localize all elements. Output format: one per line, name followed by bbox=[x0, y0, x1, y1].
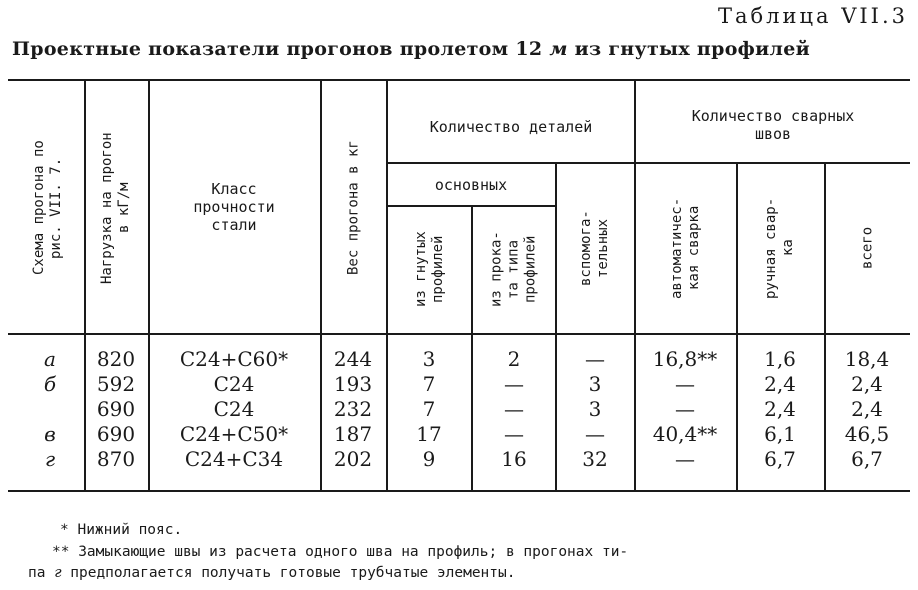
cell-load: 820 bbox=[96, 347, 136, 371]
page-title bbox=[12, 38, 810, 60]
footnote-2-pre: па bbox=[28, 565, 55, 581]
cell-load: 690 bbox=[96, 397, 136, 421]
cell-manual: 6,7 bbox=[764, 447, 796, 471]
footnote-2-italic: г bbox=[54, 565, 62, 581]
header-rolled: из прока- та типа профилей bbox=[488, 231, 539, 307]
cell-weight: 193 bbox=[333, 372, 373, 396]
cell-auto: 40,4** bbox=[652, 422, 718, 446]
header-total: всего bbox=[859, 226, 876, 270]
cell-rolled: — bbox=[504, 372, 524, 396]
header-welds-count: Количество сварных швов bbox=[691, 107, 855, 143]
cell-rolled: — bbox=[504, 422, 524, 446]
header-scheme: Схема прогона по рис. VII. 7. bbox=[31, 140, 64, 276]
cell-rolled: — bbox=[504, 397, 524, 421]
cell-manual: 2,4 bbox=[764, 372, 796, 396]
cell-total: 2,4 bbox=[851, 397, 883, 421]
cell-auto: — bbox=[675, 372, 695, 396]
cell-aux: — bbox=[585, 347, 605, 371]
header-manual-welding: ручная свар- ка bbox=[763, 197, 796, 299]
cell-manual: 1,6 bbox=[764, 347, 796, 371]
cell-weight: 244 bbox=[333, 347, 373, 371]
table-header-rule bbox=[8, 333, 910, 335]
footnote-2-cont bbox=[28, 565, 515, 581]
header-load: Нагрузка на прогон в кГ/м bbox=[99, 132, 132, 284]
cell-auto: 16,8** bbox=[652, 347, 718, 371]
cell-steel: С24+С50* bbox=[179, 422, 289, 446]
cell-load: 592 bbox=[96, 372, 136, 396]
cell-bent: 17 bbox=[416, 422, 442, 446]
cell-bent: 9 bbox=[422, 447, 436, 471]
cell-weight: 232 bbox=[333, 397, 373, 421]
cell-scheme: а bbox=[44, 347, 56, 371]
cell-manual: 2,4 bbox=[764, 397, 796, 421]
cell-steel: С24+С60* bbox=[179, 347, 289, 371]
table-number: Таблица VII.3 bbox=[718, 4, 908, 28]
cell-aux: 3 bbox=[588, 397, 602, 421]
cell-scheme: г bbox=[44, 447, 56, 471]
cell-rolled: 2 bbox=[507, 347, 521, 371]
cell-aux: — bbox=[585, 422, 605, 446]
header-steel-class: Класс прочности стали bbox=[193, 180, 275, 234]
header-weight: Вес прогона в кг bbox=[345, 140, 362, 276]
header-parts-count: Количество деталей bbox=[429, 118, 593, 136]
title-text: Проектные показатели прогонов пролетом 12 bbox=[12, 38, 550, 60]
title-tail: из гнутых профилей bbox=[567, 38, 810, 60]
cell-auto: — bbox=[675, 447, 695, 471]
table-top-rule bbox=[8, 79, 910, 81]
cell-steel: С24 bbox=[213, 372, 255, 396]
cell-aux: 3 bbox=[588, 372, 602, 396]
cell-bent: 3 bbox=[422, 347, 436, 371]
cell-steel: С24+С34 bbox=[184, 447, 284, 471]
cell-weight: 187 bbox=[333, 422, 373, 446]
parts-subheader-rule bbox=[387, 162, 635, 164]
cell-weight: 202 bbox=[333, 447, 373, 471]
footnote-2: ** Замыкающие швы из расчета одного шва на профиль; в прогонах ти- bbox=[52, 544, 629, 560]
cell-bent: 7 bbox=[422, 397, 436, 421]
header-bent: из гнутых профилей bbox=[413, 231, 446, 307]
welds-subheader-rule bbox=[636, 162, 910, 164]
table-bottom-rule bbox=[8, 490, 910, 492]
cell-scheme: б bbox=[43, 372, 57, 396]
footnote-1: * Нижний пояс. bbox=[60, 522, 183, 538]
title-unit: м bbox=[549, 38, 568, 60]
cell-load: 690 bbox=[96, 422, 136, 446]
cell-auto: — bbox=[675, 397, 695, 421]
cell-rolled: 16 bbox=[501, 447, 527, 471]
cell-total: 18,4 bbox=[844, 347, 890, 371]
cell-total: 6,7 bbox=[851, 447, 883, 471]
footnote-2-post: предполагается получать готовые трубчатые элементы. bbox=[61, 565, 516, 581]
header-auto-welding: автоматичес- кая сварка bbox=[669, 197, 702, 299]
cell-scheme: в bbox=[44, 422, 56, 446]
cell-steel: С24 bbox=[213, 397, 255, 421]
header-main: основных bbox=[434, 176, 508, 194]
cell-total: 2,4 bbox=[851, 372, 883, 396]
header-auxiliary: вспомога- тельных bbox=[578, 210, 611, 286]
cell-manual: 6,1 bbox=[764, 422, 796, 446]
cell-bent: 7 bbox=[422, 372, 436, 396]
cell-total: 46,5 bbox=[844, 422, 890, 446]
cell-aux: 32 bbox=[582, 447, 608, 471]
cell-load: 870 bbox=[96, 447, 136, 471]
